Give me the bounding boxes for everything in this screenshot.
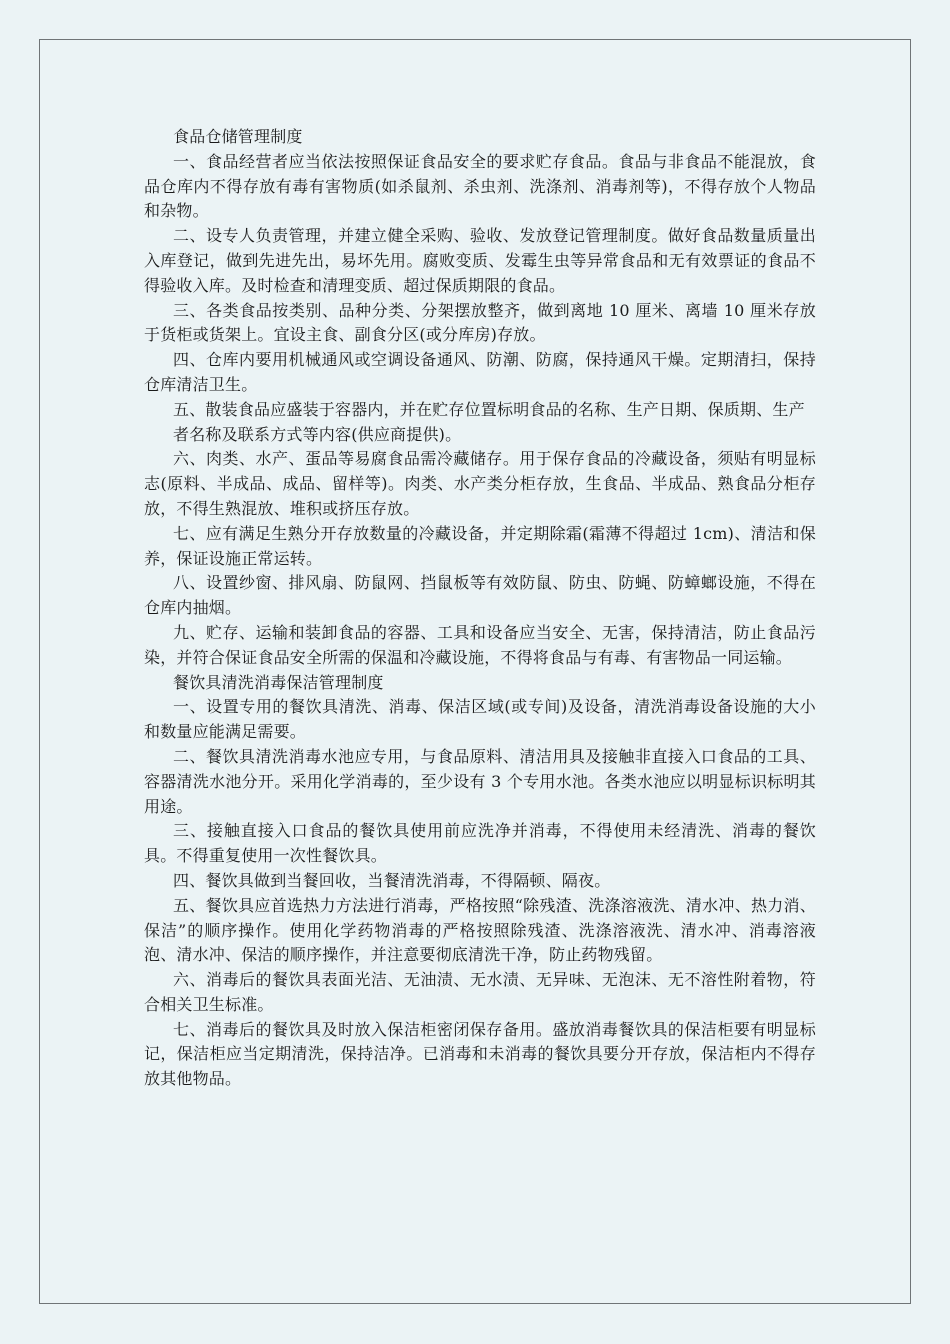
paragraph: 八、设置纱窗、排风扇、防鼠网、挡鼠板等有效防鼠、防虫、防蝇、防蟑螂设施，不得在仓库内抽烟。 [144, 573, 816, 618]
paragraph: 四、仓库内要用机械通风或空调设备通风、防潮、防腐，保持通风干燥。定期清扫，保持仓库清洁卫生。 [144, 350, 816, 394]
paragraph: 六、肉类、水产、蛋品等易腐食品需冷藏储存。用于保存食品的冷藏设备，须贴有明显标志(原料、半成品、成品、留样等)。肉类、水产类分柜存放，生食品、半成品、熟食品分柜存放，不得生熟混放、堆积或挤压存放。 [144, 449, 816, 518]
paragraph: 二、设专人负责管理，并建立健全采购、验收、发放登记管理制度。做好食品数量质量出入库登记，做到先进先出，易坏先用。腐败变质、发霉生虫等异常食品和无有效票证的食品不得验收入库。及时检查和清理变质、超过保质期限的食品。 [144, 226, 816, 295]
paragraph: 三、接触直接入口食品的餐饮具使用前应洗净并消毒，不得使用未经清洗、消毒的餐饮具。不得重复使用一次性餐饮具。 [144, 821, 816, 866]
paragraph: 五、餐饮具应首选热力方法进行消毒，严格按照“除残渣、洗涤溶液洗、清水冲、热力消、保洁”的顺序操作。使用化学药物消毒的严格按照除残渣、洗涤溶液洗、清水冲、消毒溶液泡、清水冲、保洁的顺序操作，并注意要彻底清洗干净，防止药物残留。 [144, 895, 816, 965]
paragraph: 九、贮存、运输和装卸食品的容器、工具和设备应当安全、无害，保持清洁，防止食品污染，并符合保证食品安全所需的保温和冷藏设施，不得将食品与有毒、有害物品一同运输。 [144, 622, 816, 667]
paragraph: 二、餐饮具清洗消毒水池应专用，与食品原料、清洁用具及接触非直接入口食品的工具、容器清洗水池分开。采用化学消毒的，至少设有 3 个专用水池。各类水池应以明显标识标明其用途。 [144, 746, 816, 816]
paragraph: 者名称及联系方式等内容(供应商提供)。 [173, 424, 462, 444]
paragraph: 一、设置专用的餐饮具清洗、消毒、保洁区域(或专间)及设备，清洗消毒设备设施的大小和数量应能满足需要。 [144, 697, 816, 742]
section-title-tableware-cleaning: 餐饮具清洗消毒保洁管理制度 [173, 672, 384, 692]
paragraph: 七、消毒后的餐饮具及时放入保洁柜密闭保存备用。盛放消毒餐饮具的保洁柜要有明显标记，保洁柜应当定期清洗，保持洁净。已消毒和未消毒的餐饮具要分开存放，保洁柜内不得存放其他物品。 [144, 1019, 816, 1089]
section-title-food-storage: 食品仓储管理制度 [173, 127, 303, 146]
paragraph: 七、应有满足生熟分开存放数量的冷藏设备，并定期除霜(霜薄不得超过 1cm)、清洁和保养，保证设施正常运转。 [144, 523, 816, 568]
paragraph: 六、消毒后的餐饮具表面光洁、无油渍、无水渍、无异味、无泡沫、无不溶性附着物，符合相关卫生标准。 [144, 970, 816, 1014]
paragraph: 五、散装食品应盛装于容器内，并在贮存位置标明食品的名称、生产日期、保质期、生产 [173, 399, 805, 419]
document-body [144, 125, 816, 1092]
paragraph: 一、食品经营者应当依法按照保证食品安全的要求贮存食品。食品与非食品不能混放，食品仓库内不得存放有毒有害物质(如杀鼠剂、杀虫剂、洗涤剂、消毒剂等)，不得存放个人物品和杂物。 [144, 151, 816, 221]
paragraph: 三、各类食品按类别、品种分类、分架摆放整齐，做到离地 10 厘米、离墙 10 厘米存放于货柜或货架上。宜设主食、副食分区(或分库房)存放。 [144, 300, 816, 345]
paragraph: 四、餐饮具做到当餐回收，当餐清洗消毒，不得隔顿、隔夜。 [173, 870, 611, 890]
